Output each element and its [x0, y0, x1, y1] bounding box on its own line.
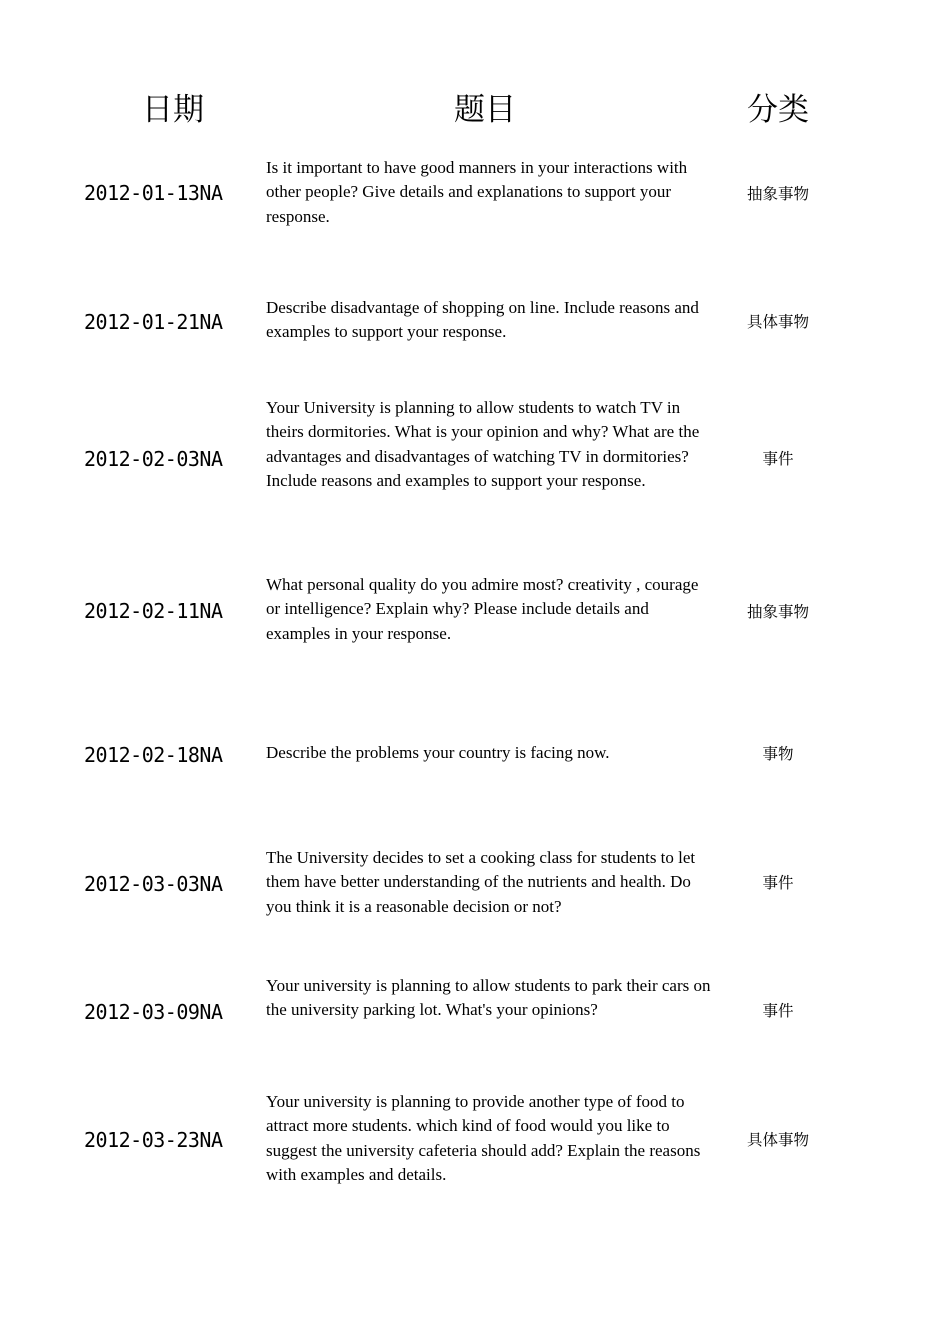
row-category: 事件: [762, 1002, 794, 1020]
row-date: 2012-01-13NA: [84, 181, 223, 205]
row-date: 2012-02-18NA: [84, 743, 223, 767]
row-topic: Your university is planning to allow students to park their cars on the university parking lot. What's your opinions?: [266, 976, 711, 1020]
row-category: 事物: [762, 745, 794, 763]
header-date: 日期: [142, 92, 204, 128]
row-topic: What personal quality do you admire most? creativity , courage or intelligence? Explain why? Please include details and examples in your response.: [266, 575, 699, 643]
row-date: 2012-02-11NA: [84, 599, 223, 623]
header-topic: 题目: [454, 92, 516, 128]
table-header: [0, 85, 950, 135]
row-date: 2012-03-03NA: [84, 872, 223, 896]
row-topic: Your university is planning to provide another type of food to attract more students. which kind of food would you like to suggest the university cafeteria should add? Explain the reasons with examples and details.: [266, 1092, 701, 1185]
row-date: 2012-03-09NA: [84, 1000, 223, 1024]
row-date: 2012-01-21NA: [84, 310, 223, 334]
row-topic: Describe disadvantage of shopping on line. Include reasons and examples to support your response.: [266, 298, 699, 342]
row-category: 具体事物: [746, 1131, 809, 1149]
row-topic: The University decides to set a cooking class for students to let them have better understanding of the nutrients and health. Do you think it is a reasonable decision or not?: [266, 848, 696, 916]
row-topic: Describe the problems your country is facing now.: [266, 743, 610, 762]
row-topic: Is it important to have good manners in your interactions with other people? Give details and explanations to support your response.: [266, 158, 688, 226]
row-category: 具体事物: [746, 313, 809, 331]
row-category: 抽象事物: [746, 185, 809, 203]
row-category: 事件: [762, 450, 794, 468]
row-category: 抽象事物: [746, 603, 809, 621]
row-topic: Your University is planning to allow students to watch TV in theirs dormitories. What is your opinion and why? What are the advantages and disadvantages of watching TV in dormitories? Include reasons and examples to support your response.: [266, 398, 700, 491]
header-category: 分类: [747, 92, 809, 128]
row-category: 事件: [762, 874, 794, 892]
row-date: 2012-03-23NA: [84, 1128, 223, 1152]
row-date: 2012-02-03NA: [84, 447, 223, 471]
